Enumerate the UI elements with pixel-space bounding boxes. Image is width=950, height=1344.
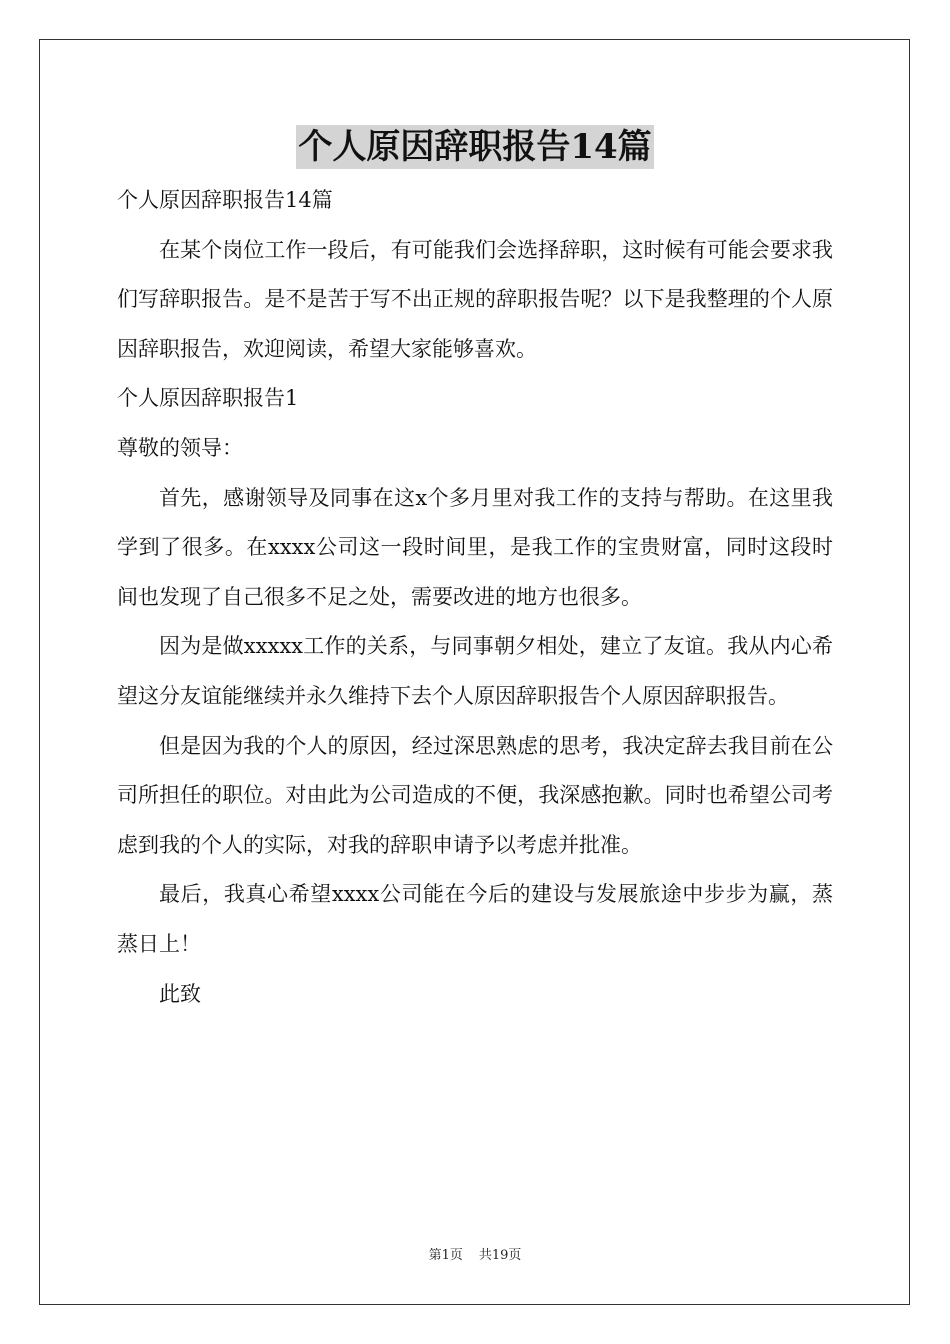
paragraph-section-heading: 个人原因辞职报告1 bbox=[117, 386, 299, 411]
paragraph-reason: 但是因为我的个人的原因，经过深思熟虑的思考，我决定辞去我目前在公司所担任的职位。对由此为公司造成的不便，我深感抱歉。同时也希望公司考虑到我的个人的实际，对我的辞职申请予以考虑并批准。 bbox=[117, 733, 833, 857]
document-body bbox=[117, 176, 833, 1019]
paragraph-subtitle: 个人原因辞职报告14篇 bbox=[117, 188, 333, 212]
paragraph-friendship: 因为是做xxxxx工作的关系，与同事朝夕相处，建立了友谊。我从内心希望这分友谊能继续并永久维持下去个人原因辞职报告个人原因辞职报告。 bbox=[117, 634, 833, 708]
paragraph-closing: 此致 bbox=[159, 981, 201, 1006]
title-wrapper bbox=[0, 125, 950, 169]
page-number: 第1页 bbox=[428, 1248, 463, 1263]
paragraph-thanks: 首先，感谢领导及同事在这x个多月里对我工作的支持与帮助。在这里我学到了很多。在xxxx公司这一段时间里，是我工作的宝贵财富，同时这段时间也发现了自己很多不足之处，需要改进的地方也很多。 bbox=[117, 485, 833, 609]
page-footer bbox=[0, 1246, 950, 1266]
page-total: 共19页 bbox=[478, 1248, 522, 1263]
document-title: 个人原因辞职报告14篇 bbox=[298, 127, 652, 167]
paragraph-wishes: 最后，我真心希望xxxx公司能在今后的建设与发展旅途中步步为赢，蒸蒸日上！ bbox=[117, 882, 833, 956]
paragraph-salutation: 尊敬的领导： bbox=[117, 435, 243, 460]
paragraph-intro: 在某个岗位工作一段后，有可能我们会选择辞职，这时候有可能会要求我们写辞职报告。是不是苦于写不出正规的辞职报告呢？以下是我整理的个人原因辞职报告，欢迎阅读，希望大家能够喜欢。 bbox=[117, 237, 833, 361]
